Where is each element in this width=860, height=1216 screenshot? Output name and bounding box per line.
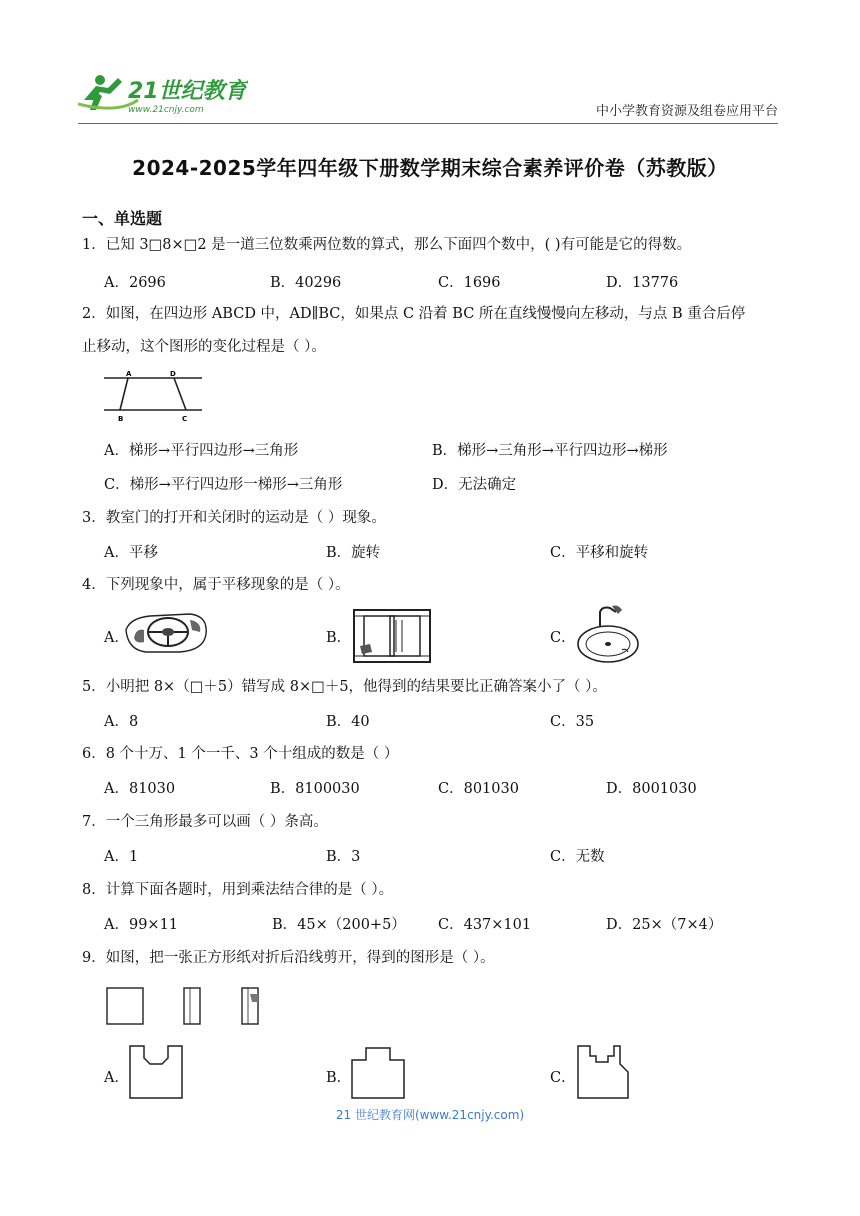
- shape-a-icon: [126, 1044, 186, 1104]
- logo: [78, 70, 248, 116]
- question-2-line1: 2．如图，在四边形 ABCD 中，AD∥BC，如果点 C 沿着 BC 所在直线慢慢向左移动，与点 B 重合后停: [82, 306, 746, 322]
- q5-option-b[interactable]: B．40: [326, 714, 370, 730]
- q9-option-c[interactable]: C．: [550, 1070, 576, 1086]
- question-4: 4．下列现象中，属于平移现象的是（ ）。: [82, 577, 350, 593]
- q8-option-c[interactable]: C．437×101: [438, 917, 532, 933]
- question-6: 6．8 个十万、1 个一千、3 个十组成的数是（ ）: [82, 746, 399, 762]
- q8-option-a[interactable]: A．99×11: [104, 917, 179, 933]
- shape-c-icon: [574, 1044, 632, 1104]
- q6-option-a[interactable]: A．81030: [104, 781, 176, 797]
- q6-option-d[interactable]: D．8001030: [606, 781, 697, 797]
- q9-option-a[interactable]: A．: [104, 1070, 129, 1086]
- q8-option-b[interactable]: B．45×（200+5）: [272, 917, 406, 933]
- q3-option-b[interactable]: B．旋转: [326, 545, 381, 561]
- q3-option-a[interactable]: A．平移: [104, 545, 158, 561]
- q1-option-b[interactable]: B．40296: [270, 275, 342, 291]
- platform-name: 中小学教育资源及组卷应用平台: [595, 104, 778, 119]
- q5-option-c[interactable]: C．35: [550, 714, 595, 730]
- q2-option-b[interactable]: B．梯形→三角形→平行四边形→梯形: [432, 443, 668, 459]
- q2-option-a[interactable]: A．梯形→平行四边形→三角形: [104, 443, 299, 459]
- question-9: 9．如图，把一张正方形纸对折后沿线剪开，得到的图形是（ ）。: [82, 950, 495, 966]
- trapezoid-figure: [100, 366, 206, 430]
- page-title: 2024-2025学年四年级下册数学期末综合素养评价卷（苏教版）: [132, 156, 728, 180]
- q8-option-d[interactable]: D．25×（7×4）: [606, 917, 723, 933]
- q5-option-a[interactable]: A．8: [104, 714, 139, 730]
- label-c: C: [182, 415, 188, 423]
- q7-option-c[interactable]: C．无数: [550, 849, 605, 865]
- q7-option-b[interactable]: B．3: [326, 849, 361, 865]
- q1-option-c[interactable]: C．1696: [438, 275, 501, 291]
- sliding-window-icon: [350, 606, 434, 670]
- header-divider: [78, 123, 778, 124]
- section-heading: 一、单选题: [82, 209, 163, 228]
- q9-option-b[interactable]: B．: [326, 1070, 352, 1086]
- paper-folding-steps: [104, 984, 274, 1032]
- label-d: D: [170, 370, 176, 378]
- question-3: 3．教室门的打开和关闭时的运动是（ ）现象。: [82, 510, 386, 526]
- svg-text:www.21cnjy.com: www.21cnjy.com: [128, 105, 204, 115]
- question-8: 8．计算下面各题时，用到乘法结合律的是（ ）。: [82, 882, 394, 898]
- q2-option-c[interactable]: C．梯形→平行四边形一梯形→三角形: [104, 477, 343, 493]
- label-a: A: [126, 370, 132, 378]
- q4-option-c[interactable]: C．: [550, 630, 576, 646]
- steering-wheel-icon: [120, 608, 212, 662]
- q6-option-b[interactable]: B．8100030: [270, 781, 360, 797]
- q4-option-b[interactable]: B．: [326, 630, 352, 646]
- svg-text:21世纪教育: 21世纪教育: [128, 79, 247, 104]
- faucet-sink-icon: [572, 604, 642, 670]
- question-7: 7．一个三角形最多可以画（ ）条高。: [82, 814, 328, 830]
- q1-option-a[interactable]: A．2696: [104, 275, 166, 291]
- question-5: 5．小明把 8×（□＋5）错写成 8×□＋5，他得到的结果要比正确答案小了（ ）。: [82, 679, 607, 695]
- question-1: 1．已知 3□8×□2 是一道三位数乘两位数的算式，那么下面四个数中，( )有可能是它的得数。: [82, 237, 692, 253]
- q7-option-a[interactable]: A．1: [104, 849, 139, 865]
- q6-option-c[interactable]: C．801030: [438, 781, 519, 797]
- shape-b-icon: [348, 1046, 408, 1104]
- q4-option-a[interactable]: A．: [104, 630, 129, 646]
- label-b: B: [118, 415, 124, 423]
- q3-option-c[interactable]: C．平移和旋转: [550, 545, 649, 561]
- footer-link[interactable]: 21 世纪教育网(www.21cnjy.com): [335, 1108, 525, 1122]
- q2-option-d[interactable]: D．无法确定: [432, 477, 517, 493]
- question-2-line2: 止移动，这个图形的变化过程是（ ）。: [82, 339, 326, 355]
- q1-option-d[interactable]: D．13776: [606, 275, 679, 291]
